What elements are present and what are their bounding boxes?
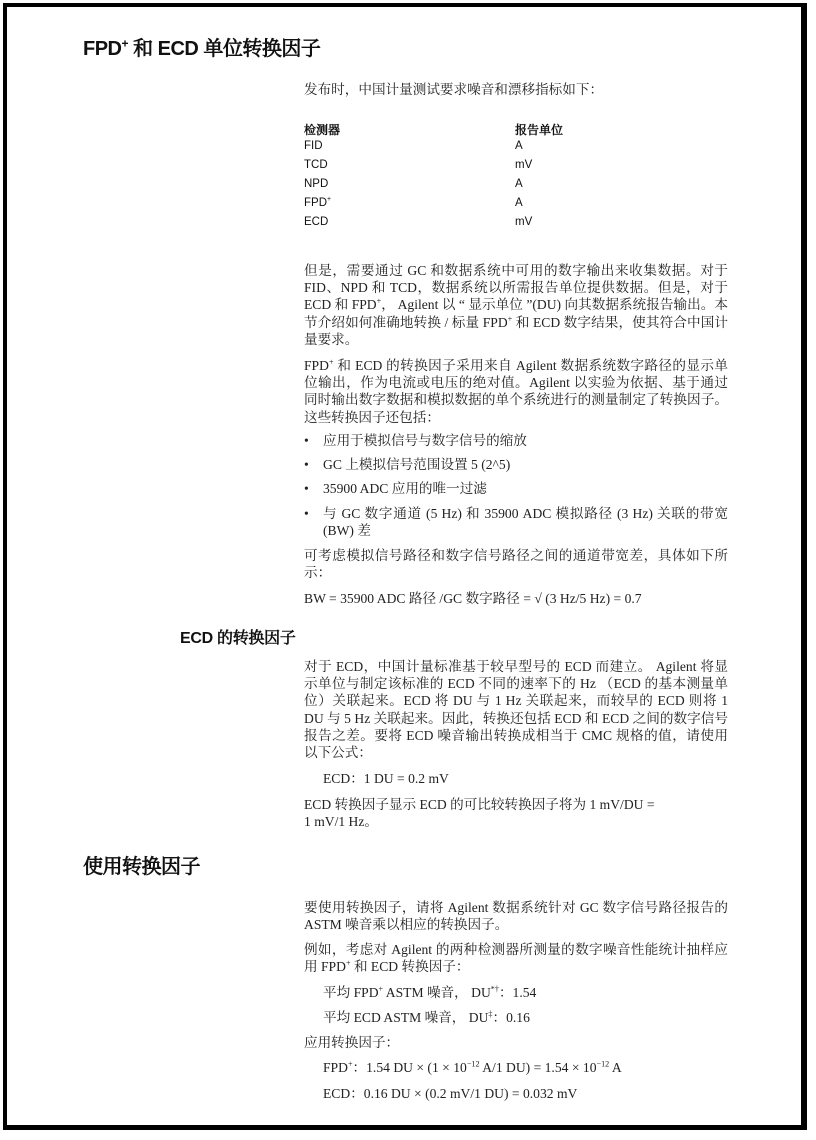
table-row	[304, 178, 563, 197]
bullet-list	[304, 432, 728, 539]
table-row	[304, 216, 563, 235]
table-header-row	[304, 121, 563, 140]
text-run: 例如，考虑对 Agilent 的两种检测器所测量的数字噪音性能统计抽样应用 FPD	[304, 942, 728, 975]
header-detector: 检测器	[304, 123, 341, 137]
text-run: ， Agilent 以 “ 显示单位 ”(DU) 向其数据系统报告输出。本节介绍如何准确地转换 / 标量 FPD	[304, 297, 729, 330]
sup: +	[376, 296, 382, 306]
formula-ecd-du: ECD：1 DU = 0.2 mV	[323, 771, 449, 786]
paragraph-ecd-factor	[304, 796, 728, 830]
report-unit: A	[515, 140, 523, 152]
calc-fpd	[304, 1059, 728, 1076]
text-run: ASTM 噪音， DU	[383, 985, 491, 1000]
text-run: A/1 DU) = 1.54 × 10	[479, 1060, 597, 1075]
text-run: A	[609, 1060, 622, 1075]
paragraph-using-factors: 要使用转换因子，请将 Agilent 数据系统针对 GC 数字信号路径报告的 ASTM 噪音乘以相应的转换因子。	[304, 900, 728, 933]
calc-ecd: ECD：0.16 DU × (0.2 mV/1 DU) = 0.032 mV	[323, 1086, 578, 1101]
bullet-icon: •	[304, 433, 309, 448]
text-run: ：0.16	[492, 1010, 530, 1025]
detector-name: ECD	[304, 216, 329, 228]
detector-name: NPD	[304, 178, 329, 190]
report-unit: mV	[515, 216, 533, 228]
table-row	[304, 197, 563, 216]
text-run: 平均 ECD ASTM 噪音， DU	[323, 1010, 489, 1025]
paragraph-example	[304, 941, 728, 975]
example-ecd-noise	[304, 1009, 728, 1026]
title-suffix: 和 ECD 单位转换因子	[128, 38, 321, 60]
text-run: 和 ECD 的转换因子采用来自 Agilent 数据系统数字路径的显示单位输出，作为电流或电压的绝对值。Agilent 以实验为依据、基于通过同时输出数字数据和模拟数据的单个系统进行的测量制定了转换因子。这些转换因子还包括：	[304, 358, 728, 425]
report-unit: A	[515, 178, 523, 190]
list-item	[304, 432, 728, 449]
bullet-text: GC 上模拟信号范围设置 5 (2^5)	[323, 457, 511, 473]
paragraph-digital-output	[304, 262, 728, 348]
report-unit: mV	[515, 159, 533, 171]
text-run: 和 ECD 转换因子：	[350, 959, 470, 975]
section-title-fpd-ecd-conversion	[83, 32, 320, 61]
table-row	[304, 159, 563, 178]
section-title-using-factors: 使用转换因子	[83, 856, 200, 878]
paragraph-conversion-basis	[304, 357, 728, 426]
bullet-text: 35900 ADC 应用的唯一过滤	[323, 481, 487, 497]
detector-unit-table	[304, 121, 563, 235]
report-unit: A	[515, 197, 523, 209]
bullet-icon: •	[304, 457, 309, 473]
detector-name: TCD	[304, 159, 328, 171]
list-item	[304, 456, 728, 473]
title-prefix: FPD	[83, 38, 122, 60]
text-run: ：1.54	[498, 985, 537, 1000]
sup: +	[347, 1059, 353, 1069]
exponent: −12	[596, 1059, 610, 1069]
sup: +	[328, 357, 334, 367]
bullet-text: 应用于模拟信号与数字信号的缩放	[323, 433, 527, 448]
intro-text: 发布时，中国计量测试要求噪音和漂移指标如下：	[304, 82, 604, 97]
list-item	[304, 505, 728, 539]
text-run: 但是，需要通过 GC 和数据系统中可用的数字输出来收集数据。对于 FID、NPD 和 TCD，数据系统以所需报告单位提供数据。但是，对于 ECD 和 FPD	[304, 263, 728, 313]
sup: +	[378, 984, 384, 994]
title-sup: +	[121, 36, 129, 51]
paragraph-bandwidth: 可考虑模拟信号路径和数字信号路径之间的通道带宽差，具体如下所示：	[304, 548, 728, 581]
detector-sup: +	[327, 196, 332, 204]
table-row	[304, 140, 563, 159]
list-item	[304, 480, 728, 497]
text-line: 1 mV/1 Hz。	[304, 814, 379, 830]
text-run: 平均 FPD	[323, 985, 379, 1000]
formula-bandwidth: BW = 35900 ADC 路径 /GC 数字路径 = √ (3 Hz/5 Hz) = 0.7	[304, 591, 642, 606]
text-run: ：1.54 DU × (1 × 10	[352, 1060, 467, 1075]
text-line: ECD 转换因子显示 ECD 的可比较转换因子将为 1 mV/DU =	[304, 797, 655, 812]
section-title-ecd-conversion: ECD 的转换因子	[180, 630, 296, 647]
paragraph-ecd-standard: 对于 ECD，中国计量标准基于较早型号的 ECD 而建立。 Agilent 将显示单位与制定该标准的 ECD 不同的速率下的 Hz （ECD 的基本测量单位）关联起来。ECD 将 DU 与 1 Hz 关联起来，而较早的 ECD 则将 1 DU 与 5 Hz 关联起来。因此，转换还包括 ECD 和 ECD 之间的数字信号报告之差。要将 ECD 噪音输出转换成相当于 CMC 规格的值，请使用以下公式：	[304, 659, 728, 761]
bullet-icon: •	[304, 481, 309, 497]
footnote-mark: *†	[490, 984, 499, 994]
detector-name: FID	[304, 140, 323, 152]
bullet-icon: •	[304, 505, 309, 521]
text-run: FPD	[304, 358, 329, 373]
example-fpd-noise	[304, 984, 728, 1001]
text-run: FPD	[323, 1060, 348, 1075]
footnote-mark: ‡	[488, 1009, 493, 1019]
bullet-text: 与 GC 数字通道 (5 Hz) 和 35900 ADC 模拟路径 (3 Hz) 关联的带宽 (BW) 差	[323, 505, 728, 538]
header-unit: 报告单位	[515, 123, 564, 137]
detector-name: FPD	[304, 197, 327, 209]
sup: +	[345, 958, 351, 968]
exponent: −12	[466, 1059, 480, 1069]
apply-label: 应用转换因子：	[304, 1035, 400, 1050]
sup: +	[507, 314, 513, 324]
text-run: 和 ECD 数字结果，使其符合中国计量要求。	[304, 314, 728, 347]
